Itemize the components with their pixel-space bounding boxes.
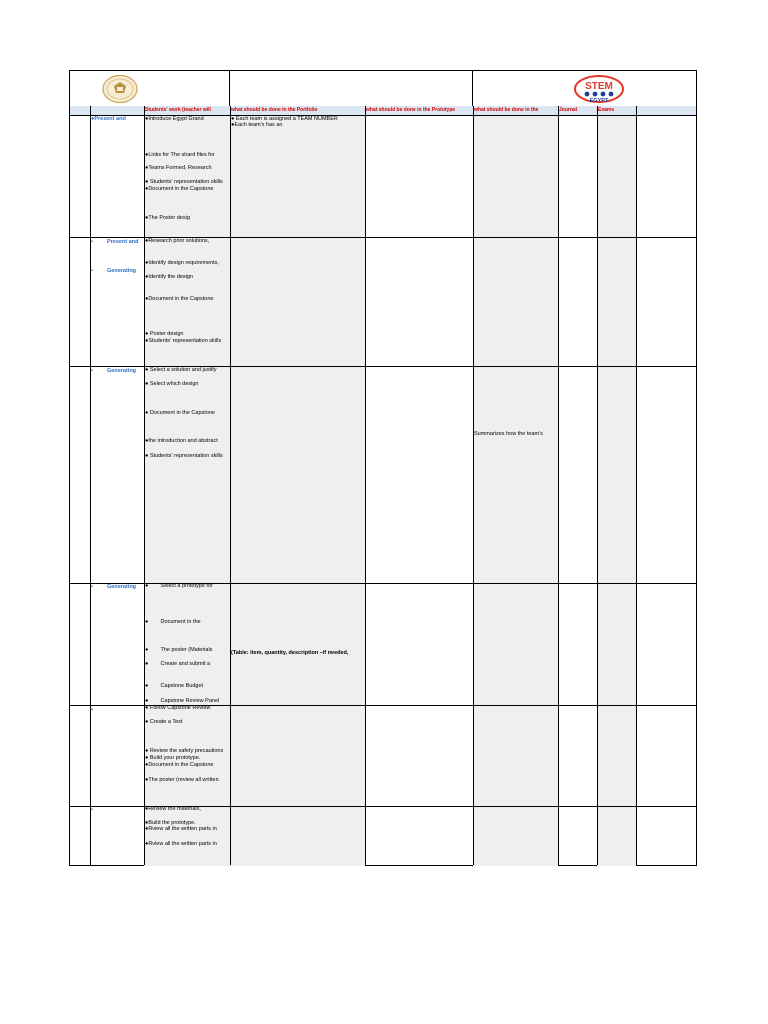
col-header-prototype: what should be done in the Prototype — [366, 107, 456, 113]
col-header-students-work: Students' work (teacher will — [145, 107, 211, 113]
work-item: ● Create and submit a — [145, 661, 211, 667]
phase-bullet: • — [91, 239, 93, 245]
portfolio-item: (Table: item, quantity, description –if needed, — [231, 650, 349, 656]
phase-label: Present and — [107, 239, 139, 245]
work-item: ●Document in the Capstone — [145, 186, 214, 192]
work-item: ●The Poster desig — [145, 215, 190, 221]
phase-label: ●Present and — [91, 116, 126, 122]
work-item: ●the introduction and abstract — [145, 438, 218, 444]
phase-bullet: • — [91, 268, 93, 274]
work-item: ●Rview all the written parts in — [145, 841, 217, 847]
portfolio-item: ● Each team is assigned a TEAM NUMBER — [231, 116, 338, 122]
work-item: ●Document in the Capstone — [145, 762, 214, 768]
work-item: ● Select which design — [145, 381, 199, 387]
work-item: ●The poster (review all written — [145, 777, 219, 783]
work-item: ●Identify the design — [145, 274, 193, 280]
phase-bullet: • — [91, 368, 93, 374]
ministry-seal-icon — [100, 74, 140, 104]
phase-bullet: • — [91, 807, 93, 813]
header-center-cell — [230, 71, 473, 106]
phase-label: Generating — [107, 584, 137, 590]
work-item: ● Create a Test — [145, 719, 183, 725]
svg-text:EGYPT: EGYPT — [589, 98, 609, 104]
work-item: ● Capstone Review Panel — [145, 698, 220, 704]
phase-bullet: • — [91, 707, 93, 713]
header-left-cell — [70, 71, 230, 106]
work-item: ● The poster (Materials — [145, 647, 213, 653]
col-header-journal: Journal — [559, 107, 578, 113]
capstone-plan-table — [69, 70, 697, 866]
header-right-cell — [473, 71, 698, 106]
work-item: ●Review the materials, — [145, 806, 201, 812]
work-item: ● Build your prototype. — [145, 755, 201, 761]
col-header-exams: Exams — [598, 107, 615, 113]
work-item: ●Teams Formed, Research — [145, 165, 212, 171]
col-header-portfolio: what should be done in the Portfolio — [231, 107, 318, 113]
work-item: ● Follow Capstone Review — [145, 705, 211, 711]
phase-label: Generating — [107, 368, 137, 374]
work-item: ●Introduce Egypt Grand — [145, 116, 204, 122]
work-item: ●Identify design requirements, — [145, 260, 219, 266]
column-header-row — [70, 106, 696, 115]
work-item: ● Document in the Capstone — [145, 410, 215, 416]
work-item: ● Document in the — [145, 619, 201, 625]
col-header-1 — [90, 106, 145, 115]
work-item: ● Select a prototype for — [145, 583, 213, 589]
phase-bullet: • — [91, 584, 93, 590]
work-item: ● Review the safety precautions — [145, 748, 224, 754]
work-item: ● Select a solution and justify — [145, 367, 217, 373]
svg-text:STEM: STEM — [585, 81, 613, 92]
work-item: ● Poster design — [145, 331, 184, 337]
work-item: ●Rview all the written parts in — [145, 826, 217, 832]
phase-label: Generating — [107, 268, 137, 274]
col-header-presentation: what should be done in the — [474, 107, 539, 113]
work-item: ● Students' representation skills — [145, 453, 223, 459]
presentation-item: Summarizes how the team's — [474, 431, 543, 437]
work-item: ●Research prior solutions, — [145, 238, 210, 244]
work-item: ●Students' representation skills — [145, 338, 222, 344]
work-item: ●Links for The shard files for — [145, 152, 215, 158]
work-item: ● Students' representation skills — [145, 179, 223, 185]
work-item: ●Document in the Capstone — [145, 296, 214, 302]
work-item: ● Capstone Budget — [145, 683, 204, 689]
stem-egypt-logo-icon — [573, 74, 625, 104]
portfolio-item: ●Each team's has an — [231, 122, 283, 128]
work-item: ●Build the prototype. — [145, 820, 196, 826]
